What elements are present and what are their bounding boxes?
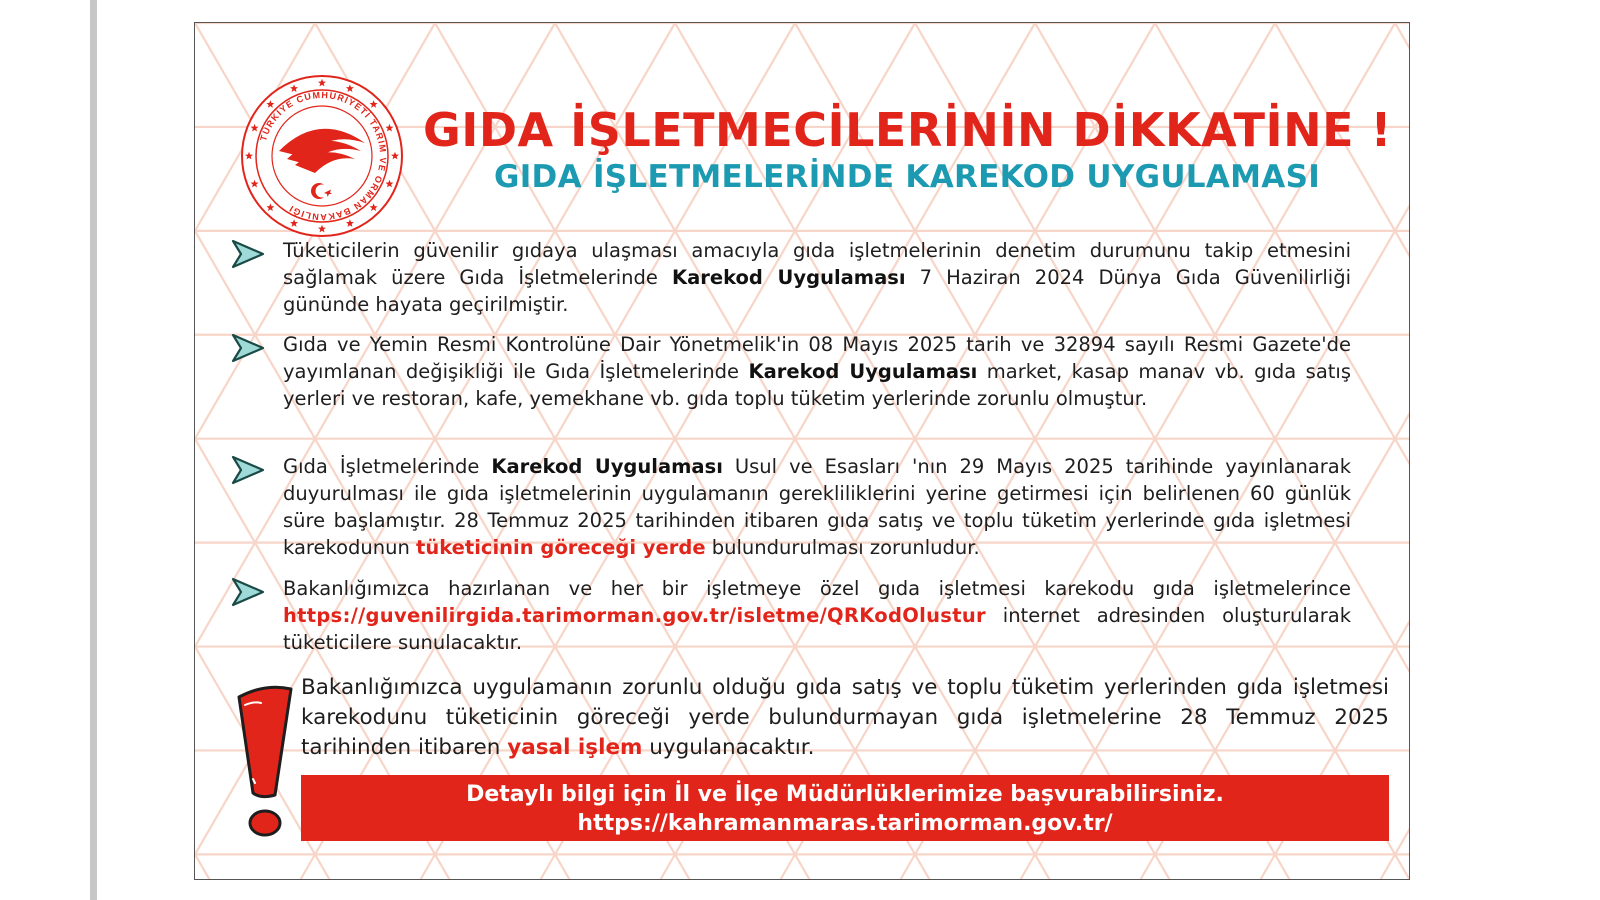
announcement-poster bbox=[194, 22, 1410, 880]
bullet-text: Tüketicilerin güvenilir gıdaya ulaşması amacıyla gıda işletmelerinin denetim durumunu takip etmesini sağlamak üzere Gıda İşletmelerinde Karekod Uygulaması 7 Haziran 2024 Dünya Gıda Güvenilirliği gününde hayata geçirilmiştir. bbox=[283, 239, 1351, 316]
chevron-right-icon bbox=[231, 455, 267, 485]
chevron-right-icon bbox=[231, 333, 267, 363]
footer-banner bbox=[301, 775, 1389, 841]
poster-subtitle: GIDA İŞLETMELERİNDE KAREKOD UYGULAMASI bbox=[493, 159, 1321, 195]
bullet-item bbox=[231, 237, 1361, 318]
warning-text: Bakanlığımızca uygulamanın zorunlu olduğu gıda satış ve toplu tüketim yerlerinden gıda işletmesi karekodunu tüketicinin göreceği yerde bulundurmayan gıda işletmelerine 28 Temmuz 2025 tarihinden itibaren yasal işlem uygulanacaktır. bbox=[301, 675, 1389, 760]
window-edge-bar bbox=[90, 0, 97, 900]
bullet-text: Gıda ve Yemin Resmi Kontrolüne Dair Yönetmelik'in 08 Mayıs 2025 tarih ve 32894 sayılı Resmi Gazete'de yayımlanan değişikliği ile Gıda İşletmelerinde Karekod Uygulaması market, kasap manav vb. gıda satış yerleri ve restoran, kafe, yemekhane vb. gıda toplu tüketim yerlerinde zorunlu olmuştur. bbox=[283, 333, 1351, 410]
chevron-right-icon bbox=[231, 239, 267, 269]
seal-text: TÜRKİYE CUMHURİYETİ TARIM VE ORMAN BAKANLIĞI bbox=[258, 89, 389, 223]
poster-title: GIDA İŞLETMECİLERİNİN DİKKATİNE ! bbox=[423, 103, 1393, 157]
bullet-text: Bakanlığımızca hazırlanan ve her bir işletmeye özel gıda işletmesi karekodu gıda işletmelerince https://guvenilirgida.tarimorman.gov.tr/isletme/QRKodOlustur internet adresinden oluşturularak tüketicilere sunulacaktır. bbox=[283, 577, 1351, 654]
bullet-item bbox=[231, 453, 1361, 561]
bullet-item bbox=[231, 575, 1361, 656]
qr-code-link[interactable]: https://guvenilirgida.tarimorman.gov.tr/isletme/QRKodOlustur bbox=[283, 604, 986, 627]
exclamation-icon bbox=[235, 683, 295, 843]
ministry-seal-logo bbox=[239, 73, 405, 239]
footer-info-text: Detaylı bilgi için İl ve İlçe Müdürlüklerimize başvurabilirsiniz. bbox=[466, 782, 1224, 807]
bullet-item bbox=[231, 331, 1361, 412]
chevron-right-icon bbox=[231, 577, 267, 607]
footer-website-link[interactable]: https://kahramanmaras.tarimorman.gov.tr/ bbox=[577, 811, 1113, 836]
bullet-text: Gıda İşletmelerinde Karekod Uygulaması Usul ve Esasları 'nın 29 Mayıs 2025 tarihinde yayınlanarak duyurulması ile gıda işletmelerinin uygulamanın gerekliliklerini yerine getirmesi için belirlenen 60 günlük süre başlamıştır. 28 Temmuz 2025 tarihinden itibaren gıda satış ve toplu tüketim yerlerinde gıda işletmesi karekodunun tüketicinin göreceği yerde bulundurulması zorunludur. bbox=[283, 455, 1352, 559]
